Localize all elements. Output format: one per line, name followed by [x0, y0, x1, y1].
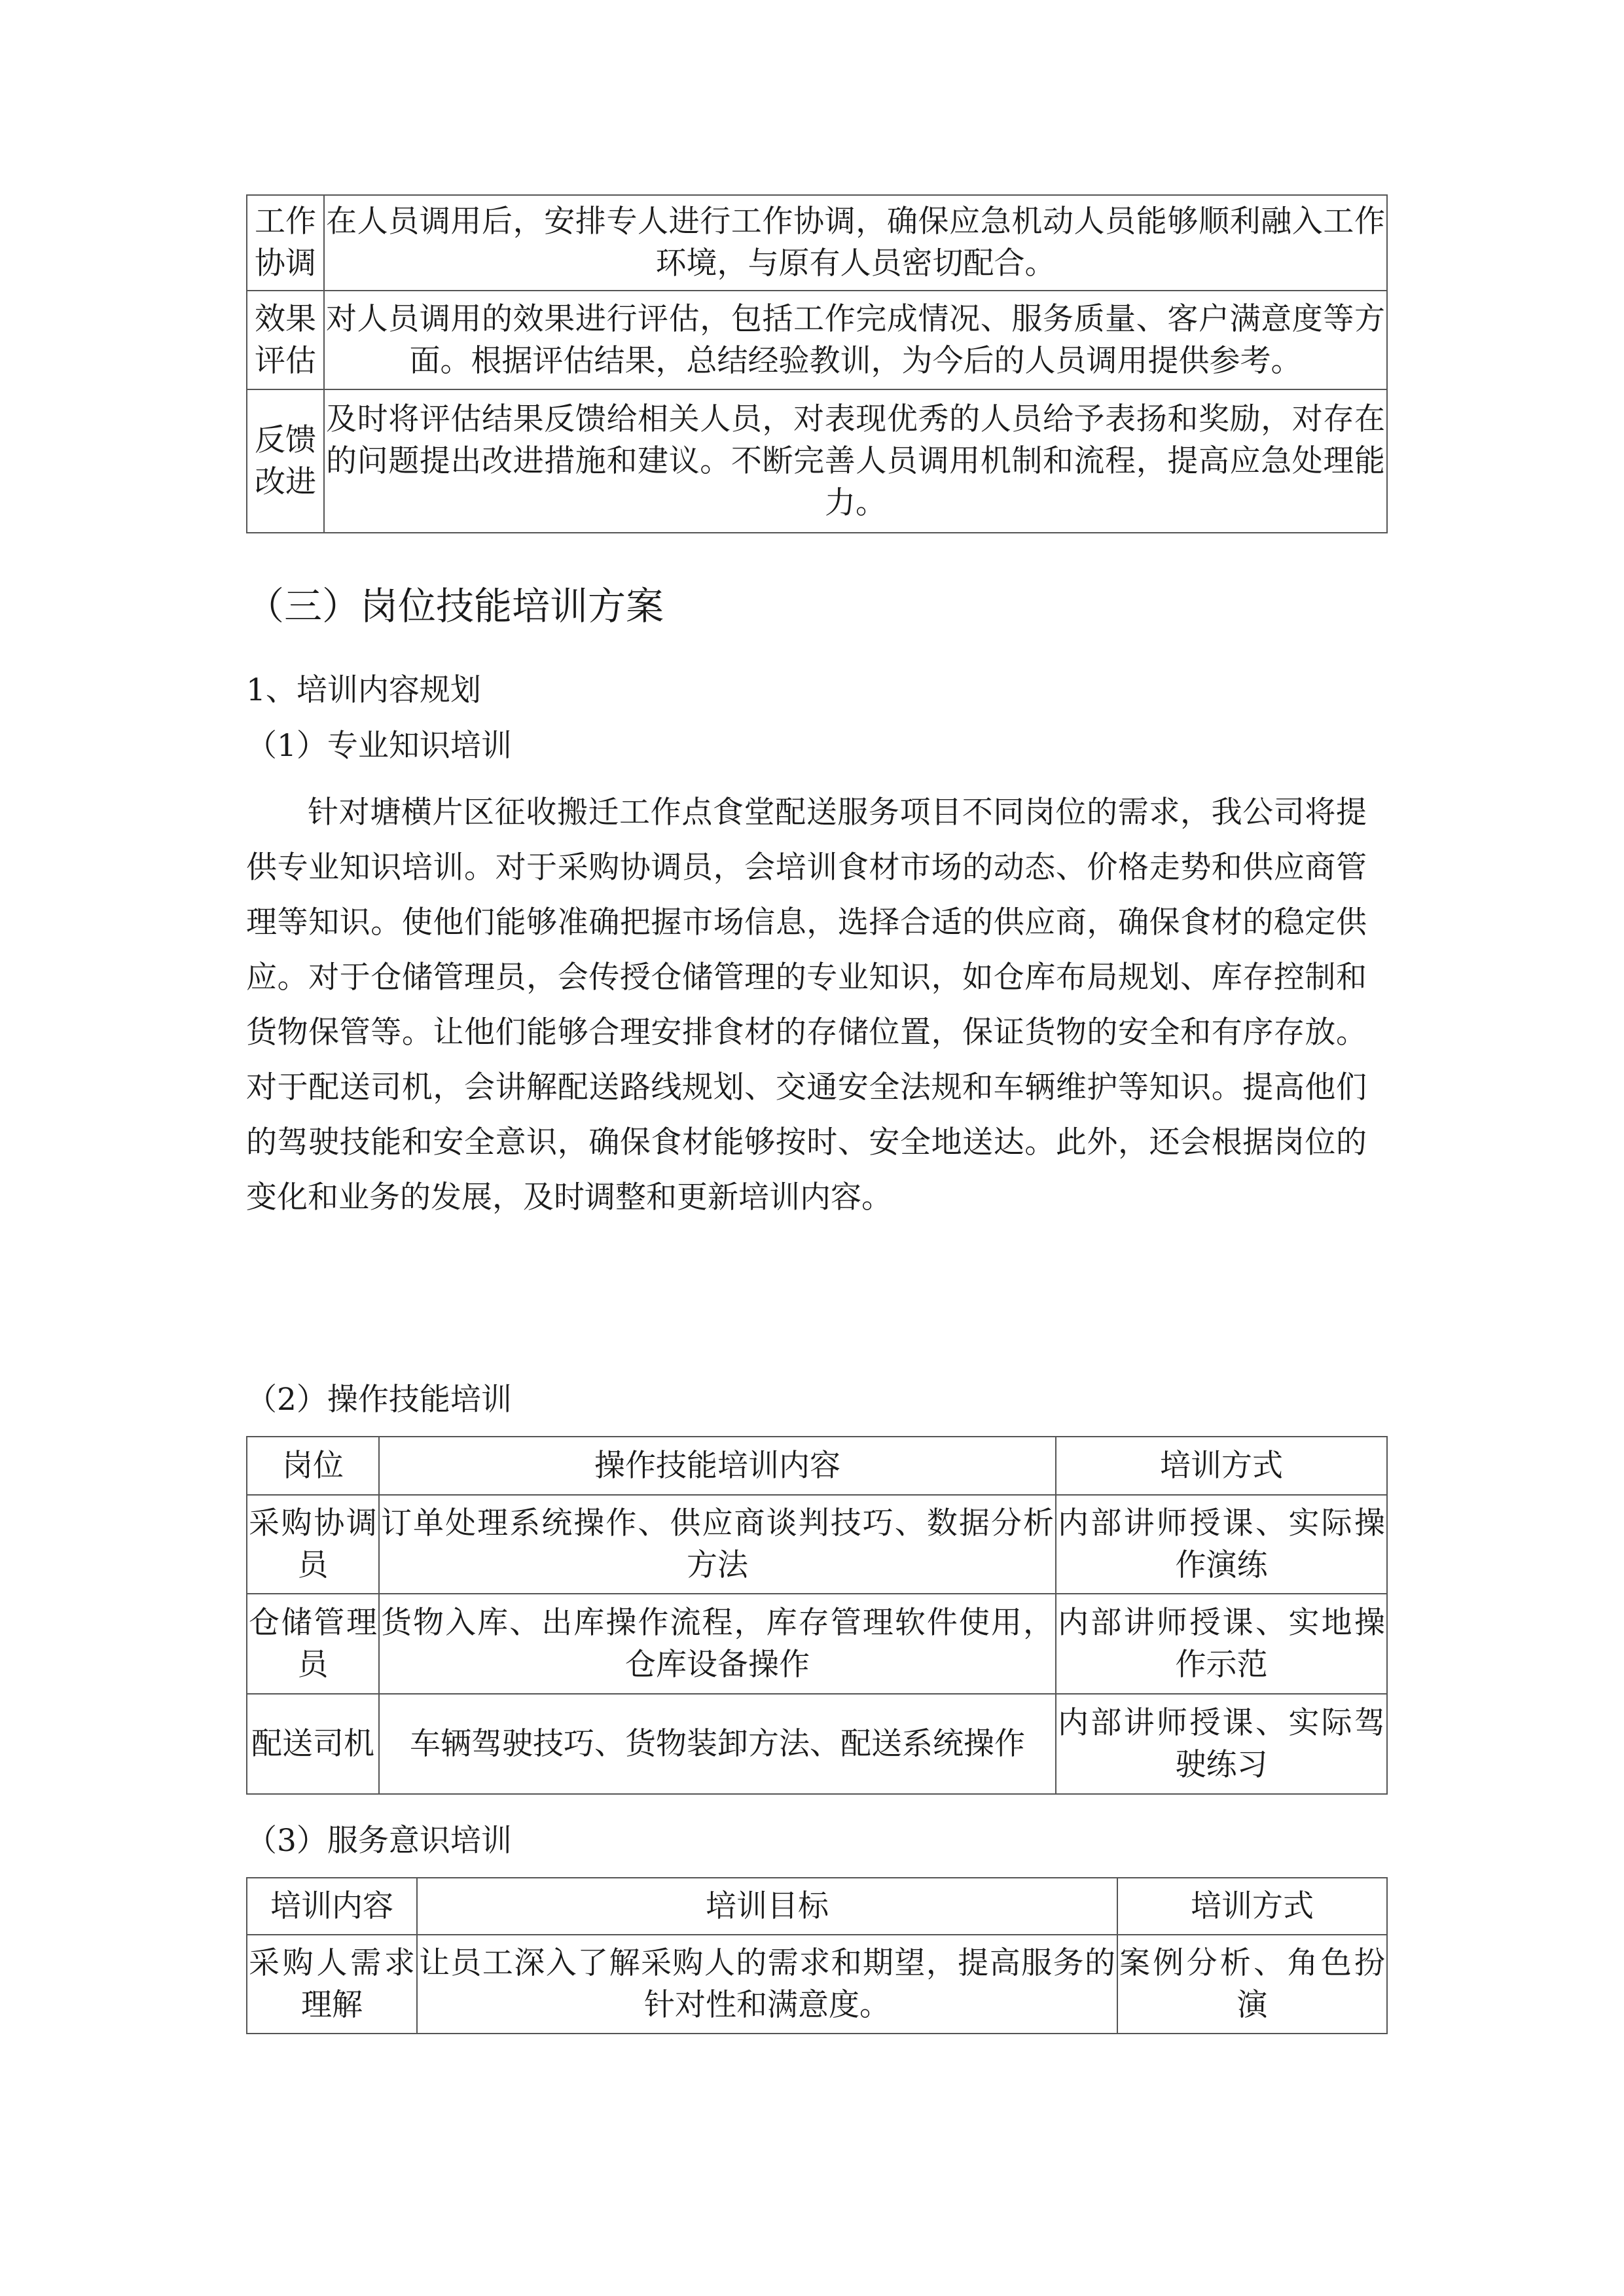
- table-row: [247, 1594, 1387, 1694]
- column-header: 培训方式: [1056, 1437, 1387, 1495]
- table-cell: 案例分析、角色扮演: [1117, 1935, 1387, 2034]
- row-label: 反馈改进: [247, 389, 324, 533]
- table-cell: 内部讲师授课、实地操作示范: [1056, 1594, 1387, 1694]
- row-text: 在人员调用后，安排专人进行工作协调，确保应急机动人员能够顺利融入工作环境，与原有人员密切配合。: [324, 195, 1387, 291]
- table-cell: 让员工深入了解采购人的需求和期望，提高服务的针对性和满意度。: [417, 1935, 1117, 2034]
- table-row: [247, 389, 1387, 533]
- coordination-table: [246, 194, 1388, 533]
- column-header: 培训目标: [417, 1878, 1117, 1935]
- item-heading: （2）操作技能培训: [246, 1382, 512, 1418]
- table-cell: 货物入库、出库操作流程，库存管理软件使用，仓库设备操作: [379, 1594, 1056, 1694]
- table-header-row: [247, 1437, 1387, 1495]
- row-text: 及时将评估结果反馈给相关人员，对表现优秀的人员给予表扬和奖励，对存在的问题提出改进措施和建议。不断完善人员调用机制和流程，提高应急处理能力。: [324, 389, 1387, 533]
- table-cell: 内部讲师授课、实际操作演练: [1056, 1495, 1387, 1594]
- table-cell: 采购人需求理解: [247, 1935, 417, 2034]
- item-heading: （3）服务意识培训: [246, 1823, 512, 1859]
- row-label: 工作协调: [247, 195, 324, 291]
- service-table: [246, 1877, 1388, 2034]
- skills-table: [246, 1436, 1388, 1795]
- table-cell: 配送司机: [247, 1694, 379, 1794]
- table-row: [247, 291, 1387, 389]
- subsection-heading: 1、培训内容规划: [246, 672, 481, 708]
- table-row: [247, 1495, 1387, 1594]
- table-cell: 订单处理系统操作、供应商谈判技巧、数据分析方法: [379, 1495, 1056, 1594]
- column-header: 岗位: [247, 1437, 379, 1495]
- table-cell: 车辆驾驶技巧、货物装卸方法、配送系统操作: [379, 1694, 1056, 1794]
- section-title: （三）岗位技能培训方案: [246, 584, 664, 628]
- table-cell: 采购协调员: [247, 1495, 379, 1594]
- column-header: 培训内容: [247, 1878, 417, 1935]
- column-header: 操作技能培训内容: [379, 1437, 1056, 1495]
- item-heading: （1）专业知识培训: [246, 728, 512, 764]
- column-header: 培训方式: [1117, 1878, 1387, 1935]
- row-text: 对人员调用的效果进行评估，包括工作完成情况、服务质量、客户满意度等方面。根据评估结果，总结经验教训，为今后的人员调用提供参考。: [324, 291, 1387, 389]
- body-paragraph: 针对塘横片区征收搬迁工作点食堂配送服务项目不同岗位的需求，我公司将提供专业知识培训。对于采购协调员，会培训食材市场的动态、价格走势和供应商管理等知识。使他们能够准确把握市场信息，选择合适的供应商，确保食材的稳定供应。对于仓储管理员，会传授仓储管理的专业知识，如仓库布局规划、库存控制和货物保管等。让他们能够合理安排食材的存储位置，保证货物的安全和有序存放。对于配送司机，会讲解配送路线规划、交通安全法规和车辆维护等知识。提高他们的驾驶技能和安全意识，确保食材能够按时、安全地送达。此外，还会根据岗位的变化和业务的发展，及时调整和更新培训内容。: [246, 795, 1367, 1215]
- table-row: [247, 1694, 1387, 1794]
- table-row: [247, 195, 1387, 291]
- table-cell: 内部讲师授课、实际驾驶练习: [1056, 1694, 1387, 1794]
- table-header-row: [247, 1878, 1387, 1935]
- table-row: [247, 1935, 1387, 2034]
- table-cell: 仓储管理员: [247, 1594, 379, 1694]
- row-label: 效果评估: [247, 291, 324, 389]
